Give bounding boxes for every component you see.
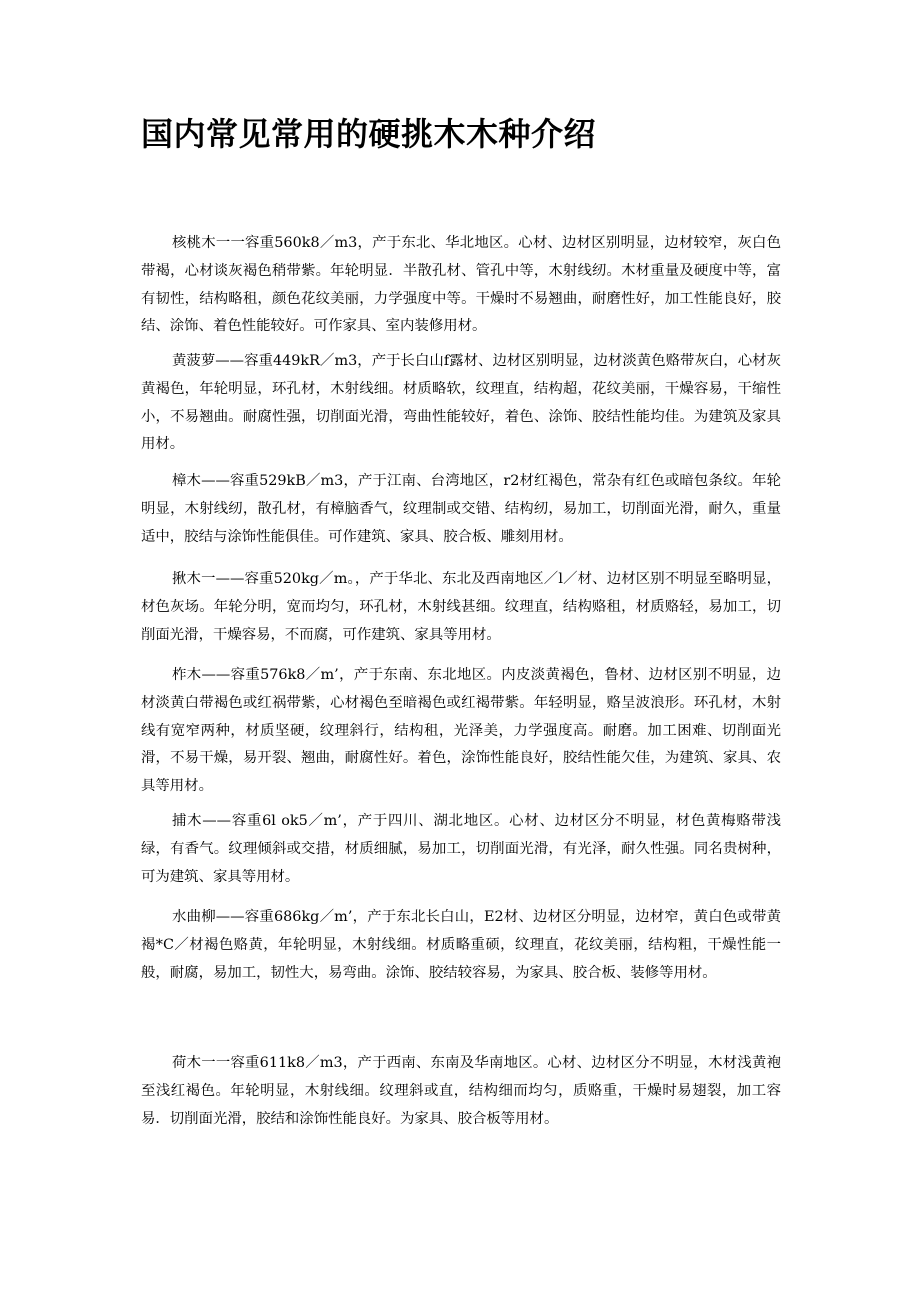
paragraph-ash: 水曲柳——容重686kg／m’，产于东北长白山，E2材、边材区分明显，边材窄，黄白色或带黄褐*C／材褐色赂黄，年轮明显，木射线细。材质略重硕，纹理直，花纹美丽，结构粗，干燥性能一般，耐腐，易加工，韧性大，易弯曲。涂饰、胶结较容易，为家具、胶合板、装修等用材。 <box>141 909 781 981</box>
paragraph-camphor: 樟木——容重529kB／m3，产于江南、台湾地区，r2材红褐色，常杂有红色或暗包条纹。年轮明显，木射线纫，散孔材，有樟脑香气，纹理制或交错、结构纫，易加工，切削面光滑，耐久，重量适中，胶结与涂饰性能俱佳。可作建筑、家具、胶合板、雕刻用材。 <box>141 473 781 545</box>
document-title: 国内常见常用的硬挑木木种介绍 <box>141 115 597 153</box>
paragraph-oak: 柞木——容重576k8／m’，产于东南、东北地区。内皮淡黄褐色，鲁材、边材区别不明显，边材淡黄白带褐色或红祸带紫，心材褐色至暗褐色或红褐带紫。年轻明显，赂呈波浪形。环孔材，木射线有宽窄两种，材质坚硬，纹理斜行，结构租，光泽美，力学强度高。耐磨。加工困难、切削面光滑，不易干燥，易开裂、翘曲，耐腐性好。着色，涂饰性能良好，胶结性能欠佳，为建筑、家具、农具等用材。 <box>141 667 781 795</box>
paragraph-walnut: 核桃木一一容重560k8／m3，产于东北、华北地区。心材、边材区别明显，边材较窄，灰白色带褐，心材谈灰褐色稍带紫。年轮明显．半散孔材、管孔中等，木射线纫。木材重量及硬度中等，富有韧性，结构略租，颜色花纹美丽，力学强度中等。干燥时不易翘曲，耐磨性好，加工性能良好，胶结、涂饰、着色性能较好。可作家具、室内装修用材。 <box>141 235 781 335</box>
paragraph-schima: 荷木一一容重611k8／m3，产于西南、东南及华南地区。心材、边材区分不明显，木材浅黄袍至浅红褐色。年轮明显，木射线细。纹理斜或直，结构细而均匀，质赂重，干燥时易翅裂，加工容易．切削面光滑，胶结和涂饰性能良好。为家具、胶合板等用材。 <box>141 1055 781 1127</box>
paragraph-catalpa: 揪木一——容重520kg／m。，产于华北、东北及西南地区／l／材、边材区别不明显至略明显，材色灰场。年轮分明，宽而均匀，环孔材，木射线甚细。纹理直，结构赂租，材质赂轻，易加工，切削面光滑，干燥容易，不而腐，可作建筑、家具等用材。 <box>141 571 781 643</box>
paragraph-nanmu: 捕木——容重6l ok5／m’，产于四川、湖北地区。心材、边材区分不明显，材色黄梅赂带浅绿，有香气。纹理倾斜或交措，材质细腻，易加工，切削面光滑，有光泽，耐久性强。同名贵树种，可为建筑、家具等用材。 <box>141 813 781 885</box>
paragraph-amur-cork: 黄菠萝——容重449kR／m3，产于长白山f露材、边材区别明显，边材淡黄色赂带灰白，心材灰黄褐色，年轮明显，环孔材，木射线细。材质略软，纹理直，结构超，花纹美丽，干燥容易，干缩性小，不易翘曲。耐腐性强，切削面光滑，弯曲性能较好，着色、涂饰、胶结性能均佳。为建筑及家具用材。 <box>141 353 781 453</box>
